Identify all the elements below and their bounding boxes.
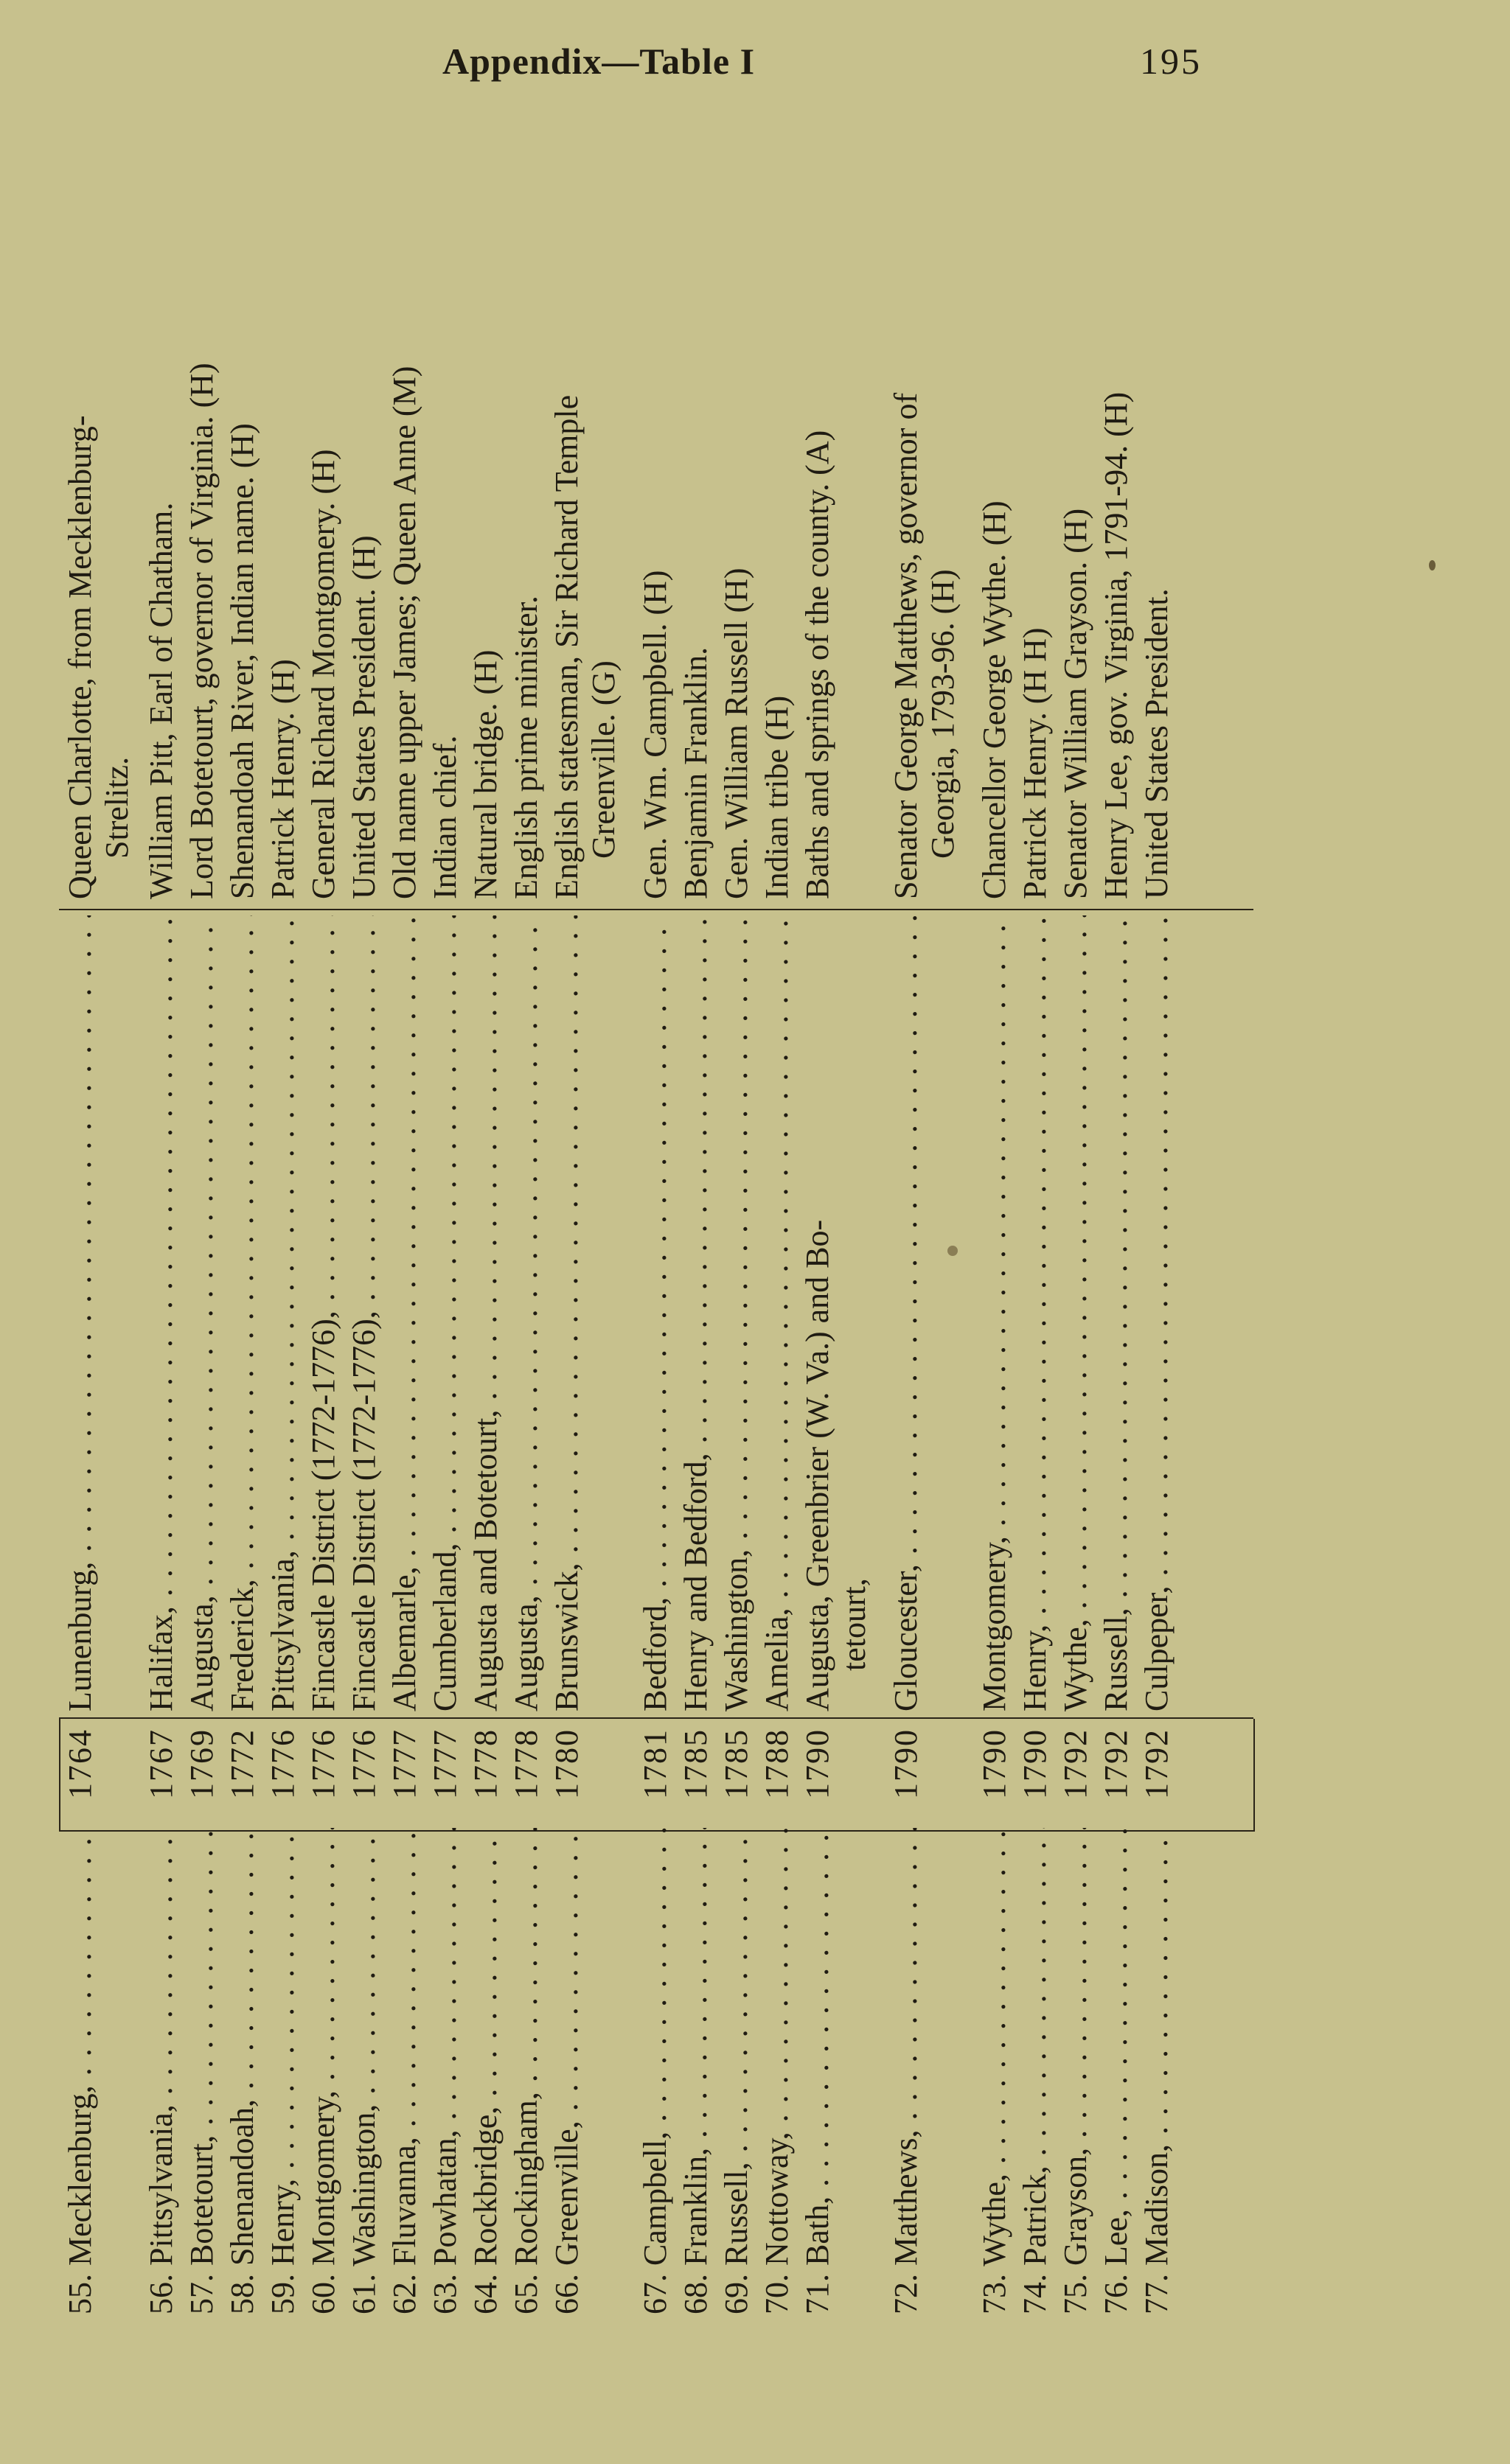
table-bottom-rule	[1253, 1719, 1255, 1832]
parent-county: Wythe, . . .	[1054, 915, 1097, 1711]
county-name: 62. Fluvanna, . . .	[383, 1828, 426, 2314]
parent-county: Amelia, . . .	[756, 915, 799, 1711]
county-name: 66. Greenville, . . .	[546, 1828, 588, 2314]
table-row	[424, 140, 467, 2314]
name-origin: Indian tribe (H)	[759, 695, 795, 899]
table-row-continuation	[96, 140, 139, 2314]
table-row	[756, 140, 799, 2314]
formation-year: 1785	[718, 1728, 754, 1799]
county-name: 75. Grayson, . . .	[1054, 1828, 1097, 2314]
paper-speck	[947, 1246, 958, 1256]
name-origin: Natural bridge. (H)	[467, 649, 504, 899]
parent-county: Washington, . . .	[715, 915, 758, 1711]
table-row	[973, 140, 1016, 2314]
parent-county: Pittsylvania, . . .	[262, 915, 305, 1711]
table-row	[140, 140, 183, 2314]
name-origin: United States President.	[1138, 588, 1175, 899]
name-origin: Indian chief.	[427, 735, 463, 899]
name-origin: Patrick Henry. (H)	[265, 659, 301, 899]
paper-speck	[1429, 560, 1436, 570]
table-row	[302, 140, 345, 2314]
parent-county: Albemarle, . . .	[383, 915, 426, 1711]
name-origin: Shenandoah River, Indian name. (H)	[224, 423, 260, 899]
parent-county: Frederick, . . .	[221, 915, 264, 1711]
table-row	[715, 140, 758, 2314]
name-origin: Patrick Henry. (H H)	[1017, 627, 1053, 899]
formation-year: 1772	[224, 1728, 260, 1799]
formation-year: 1777	[427, 1728, 463, 1799]
county-name: 65. Rockingham, . . .	[505, 1828, 548, 2314]
county-name: 77. Madison, . . .	[1135, 1828, 1178, 2314]
county-name: 69. Russell, . . .	[715, 1828, 758, 2314]
table-row	[343, 140, 386, 2314]
county-name: 63. Powhatan, . . .	[424, 1828, 467, 2314]
name-origin: English prime minister.	[508, 596, 544, 899]
parent-county: Fincastle District (1772-1776), . . .	[302, 915, 345, 1711]
formation-year: 1769	[184, 1728, 220, 1799]
table-row	[634, 140, 677, 2314]
table-row	[1014, 140, 1057, 2314]
name-origin: Gen. Wm. Campbell. (H)	[637, 570, 673, 899]
county-name: 56. Pittsylvania, . . .	[140, 1828, 183, 2314]
parent-county: Cumberland, . . .	[424, 915, 467, 1711]
table-row	[1095, 140, 1138, 2314]
parent-county: Gloucester, . . .	[885, 915, 928, 1711]
parent-county: Brunswick, . . .	[546, 915, 588, 1711]
county-name: 72. Matthews, . . .	[885, 1828, 928, 2314]
name-origin: Lord Botetourt, governor of Virginia. (H)	[184, 363, 220, 899]
county-name: 57. Botetourt, . . .	[181, 1828, 223, 2314]
formation-year: 1790	[976, 1728, 1012, 1799]
county-name: 60. Montgomery, . . .	[302, 1828, 345, 2314]
name-origin: William Pitt, Earl of Chatham.	[143, 502, 179, 899]
parent-county: Henry, . . .	[1014, 915, 1057, 1711]
name-origin: United States President. (H)	[346, 535, 382, 899]
county-name: 70. Nottoway, . . .	[756, 1828, 799, 2314]
formation-year: 1764	[62, 1728, 98, 1799]
county-name: 76. Lee, . . .	[1095, 1828, 1138, 2314]
county-name: 73. Wythe, . . .	[973, 1828, 1016, 2314]
name-origin-continued: Greenville. (G)	[585, 660, 622, 859]
formation-year: 1781	[637, 1728, 673, 1799]
name-origin-continued: Georgia, 1793-96. (H)	[925, 569, 961, 859]
county-name: 71. Bath, . . .	[796, 1828, 839, 2314]
county-name: 55. Mecklenburg, . . .	[59, 1828, 102, 2314]
county-name: 64. Rockbridge, . . .	[465, 1828, 507, 2314]
formation-year: 1788	[759, 1728, 795, 1799]
parent-county: Culpeper, . . .	[1135, 915, 1178, 1711]
table-row	[181, 140, 223, 2314]
table-row	[1054, 140, 1097, 2314]
formation-year: 1778	[508, 1728, 544, 1799]
table-row	[675, 140, 717, 2314]
formation-year: 1792	[1138, 1728, 1175, 1799]
table-row	[465, 140, 507, 2314]
name-origin: English statesman, Sir Richard Temple	[549, 394, 585, 899]
parent-county: Henry and Bedford, . . .	[675, 915, 717, 1711]
name-origin: Chancellor George Wythe. (H)	[976, 500, 1012, 899]
name-origin: General Richard Montgomery. (H)	[305, 449, 341, 899]
county-name: 58. Shenandoah, . . .	[221, 1828, 264, 2314]
parent-county: Halifax, . . .	[140, 915, 183, 1711]
formation-year: 1776	[265, 1728, 301, 1799]
county-name: 74. Patrick, . . .	[1014, 1828, 1057, 2314]
county-name: 67. Campbell, . . .	[634, 1828, 677, 2314]
table-row-continuation	[922, 140, 964, 2314]
county-name: 68. Franklin, . . .	[675, 1828, 717, 2314]
table-row	[1135, 140, 1178, 2314]
parent-county: Lunenburg, . . .	[59, 915, 102, 1711]
formation-year: 1790	[799, 1728, 835, 1799]
parent-county: Augusta, Greenbrier (W. Va.) and Bo-	[799, 1219, 835, 1711]
parent-county: Augusta, . . .	[505, 915, 548, 1711]
name-origin-continued: Strelitz.	[99, 756, 135, 859]
name-origin: Benjamin Franklin.	[678, 646, 714, 899]
county-name: 59. Henry, . . .	[262, 1828, 305, 2314]
formation-year: 1785	[678, 1728, 714, 1799]
appendix-table	[59, 140, 1327, 2314]
formation-year: 1767	[143, 1728, 179, 1799]
parent-county: Russell, . . .	[1095, 915, 1138, 1711]
formation-year: 1780	[549, 1728, 585, 1799]
parent-county: Bedford, . . .	[634, 915, 677, 1711]
table-row	[221, 140, 264, 2314]
parent-county: Montgomery, . . .	[973, 915, 1016, 1711]
parent-county: Fincastle District (1772-1776), . . .	[343, 915, 386, 1711]
table-row-continuation	[833, 140, 876, 2314]
name-origin: Senator George Matthews, governor of	[888, 392, 924, 899]
table-row-continuation	[582, 140, 625, 2314]
name-origin: Old name upper James; Queen Anne (M)	[386, 366, 422, 899]
name-origin: Henry Lee, gov. Virginia, 1791-94. (H)	[1098, 391, 1134, 899]
name-origin: Queen Charlotte, from Mecklenburg-	[62, 415, 98, 899]
page-number: 195	[1140, 41, 1202, 82]
table-row	[505, 140, 548, 2314]
name-origin: Gen. William Russell (H)	[718, 568, 754, 899]
county-name: 61. Washington, . . .	[343, 1828, 386, 2314]
table-row	[262, 140, 305, 2314]
formation-year: 1776	[346, 1728, 382, 1799]
parent-county: Augusta and Botetourt, . . .	[465, 915, 507, 1711]
name-origin: Baths and springs of the county. (A)	[799, 430, 835, 899]
parent-county: Augusta, . . .	[181, 915, 223, 1711]
page-title: Appendix—Table I	[442, 41, 756, 82]
formation-year: 1778	[467, 1728, 504, 1799]
formation-year: 1777	[386, 1728, 422, 1799]
table-row	[383, 140, 426, 2314]
formation-year: 1792	[1098, 1728, 1134, 1799]
formation-year: 1790	[888, 1728, 924, 1799]
parent-county-continued: tetourt,	[836, 1578, 872, 1671]
name-origin: Senator William Grayson. (H)	[1057, 508, 1093, 899]
formation-year: 1776	[305, 1728, 341, 1799]
formation-year: 1790	[1017, 1728, 1053, 1799]
formation-year: 1792	[1057, 1728, 1093, 1799]
